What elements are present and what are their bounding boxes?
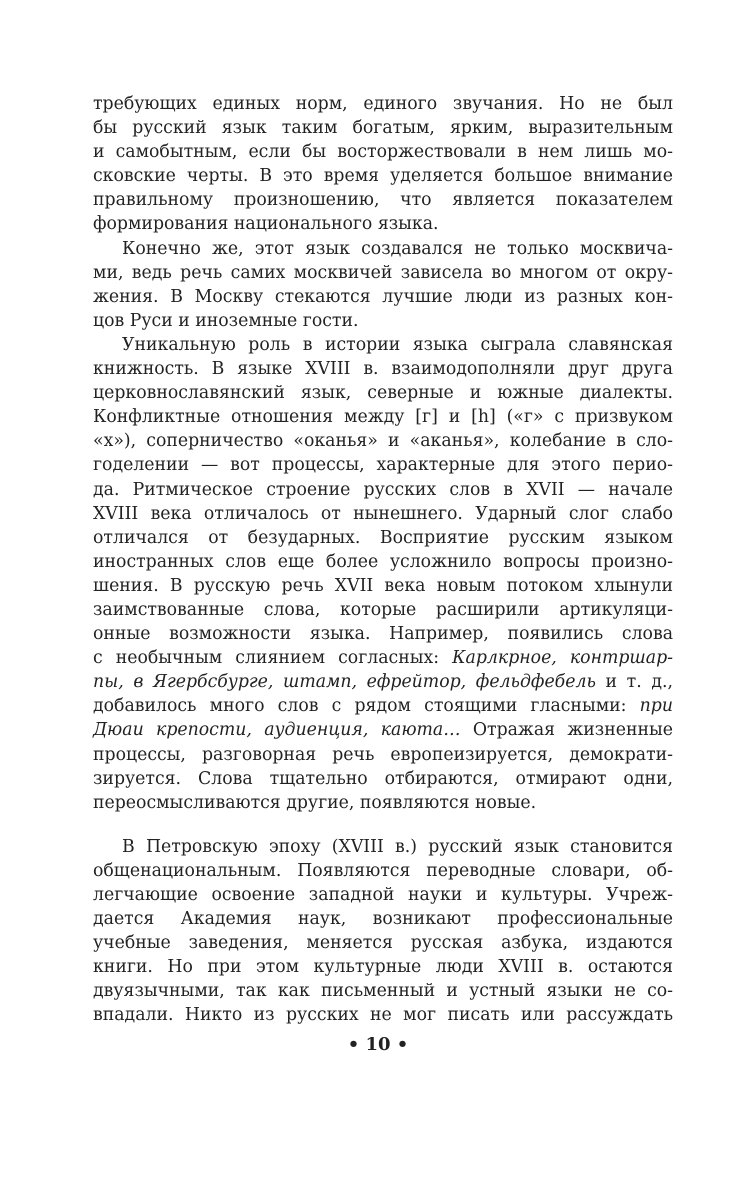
text-line bbox=[93, 718, 673, 742]
italic-text: при bbox=[639, 696, 673, 717]
text-line bbox=[93, 931, 673, 955]
text-line bbox=[93, 859, 673, 883]
text-line bbox=[93, 883, 673, 907]
text-line bbox=[93, 212, 673, 236]
italic-text: Карлкрное, контршар- bbox=[452, 648, 673, 669]
text-line bbox=[93, 188, 673, 212]
text-segment: Конфликтные отношения между [г] и [h] («г» с призвуком bbox=[93, 407, 673, 428]
text-line bbox=[93, 405, 673, 429]
text-segment: ми, ведь речь самих москвичей зависела во многом от окру- bbox=[93, 262, 673, 283]
italic-text: пы, в Ягербсбурге, штамп, ефрейтор, фельдфебель bbox=[93, 672, 596, 693]
text-segment: легчающие освоение западной науки и культуры. Учреж- bbox=[93, 885, 673, 905]
text-segment: требующих единых норм, единого звучания. Но не был bbox=[93, 94, 673, 114]
text-line bbox=[93, 92, 673, 116]
text-line bbox=[93, 979, 673, 1003]
text-segment: добавилось много слов с рядом стоящими гласными: bbox=[93, 696, 640, 717]
text-segment: и т. д., bbox=[595, 672, 673, 693]
text-segment: бы русский язык таким богатым, ярким, выразительным bbox=[93, 118, 673, 139]
text-line bbox=[93, 574, 673, 598]
text-segment: книжность. В языке XVIII в. взаимодополняли друг друга bbox=[93, 359, 673, 380]
italic-text: Дюаи крепости, аудиенция, каюта… bbox=[93, 720, 461, 741]
text-line bbox=[93, 478, 673, 502]
text-line bbox=[93, 670, 673, 694]
text-segment: XVIII века отличалось от нынешнего. Ударный слог слабо bbox=[93, 503, 673, 524]
text-line bbox=[93, 767, 673, 791]
text-line bbox=[93, 694, 673, 718]
text-segment: и самобытным, если бы восторжествовали в нем лишь мо- bbox=[93, 142, 673, 163]
text-line bbox=[93, 453, 673, 477]
text-line bbox=[93, 743, 673, 767]
text-line bbox=[93, 381, 673, 405]
text-line bbox=[93, 164, 673, 188]
text-segment: зируется. Слова тщательно отбираются, отмирают одни, bbox=[93, 768, 673, 789]
text-segment: процессы, разговорная речь европеизируется, демократи- bbox=[93, 744, 673, 765]
text-segment: впадали. Никто из русских не мог писать или рассуждать bbox=[93, 1005, 673, 1026]
paragraph bbox=[93, 92, 673, 237]
text-line bbox=[93, 598, 673, 622]
text-line bbox=[93, 502, 673, 526]
text-segment: церковнославянский язык, северные и южные диалекты. bbox=[93, 383, 673, 404]
text-line bbox=[93, 333, 673, 357]
text-segment: двуязычными, так как письменный и устный языки не со- bbox=[93, 981, 673, 1002]
text-segment: отличался от безударных. Восприятие русским языком bbox=[93, 527, 673, 548]
text-line bbox=[93, 261, 673, 285]
text-segment: годелении — вот процессы, характерные для этого перио- bbox=[93, 455, 673, 476]
page-number: • 10 • bbox=[347, 1034, 409, 1055]
text-line bbox=[93, 140, 673, 164]
text-segment: заимствованные слова, которые расширили артикуляци- bbox=[93, 599, 673, 620]
text-segment: переосмысливаются другие, появляются новые. bbox=[93, 792, 537, 813]
text-segment: Отражая жизненные bbox=[460, 720, 673, 741]
text-segment: В Петровскую эпоху (XVIII в.) русский язык становится bbox=[122, 836, 673, 857]
text-segment: дается Академия наук, возникают профессиональные bbox=[93, 909, 673, 930]
text-segment: правильному произношению, что является показателем bbox=[93, 190, 673, 211]
text-segment: цов Руси и иноземные гости. bbox=[93, 310, 359, 331]
text-line bbox=[93, 116, 673, 140]
text-segment: Уникальную роль в истории языка сыграла славянская bbox=[122, 334, 673, 355]
paragraph bbox=[93, 835, 673, 1028]
text-segment: учебные заведения, меняется русская азбука, издаются bbox=[93, 933, 673, 954]
text-segment: онные возможности языка. Например, появились слова bbox=[93, 624, 673, 645]
text-segment: иностранных слов еще более усложнило вопросы произно- bbox=[93, 551, 673, 572]
text-line bbox=[93, 907, 673, 931]
text-segment: «х»), соперничество «оканья» и «аканья», колебание в сло- bbox=[93, 431, 673, 452]
text-segment: Конечно же, этот язык создавался не только москвича- bbox=[122, 238, 673, 259]
text-line bbox=[93, 550, 673, 574]
paragraph bbox=[93, 333, 673, 815]
text-line bbox=[93, 429, 673, 453]
body-text bbox=[93, 92, 673, 1028]
text-segment: шения. В русскую речь XVII века новым потоком хлынули bbox=[93, 575, 673, 596]
text-segment: формирования национального языка. bbox=[93, 214, 439, 235]
paragraph-gap bbox=[93, 815, 673, 835]
text-line bbox=[93, 309, 673, 333]
text-line bbox=[93, 955, 673, 979]
text-line bbox=[93, 357, 673, 381]
text-segment: жения. В Москву стекаются лучшие люди из разных кон- bbox=[93, 286, 673, 307]
text-segment: сковские черты. В это время уделяется большое внимание bbox=[93, 166, 673, 187]
text-segment: книги. Но при этом культурные люди XVIII в. остаются bbox=[93, 957, 673, 978]
text-line bbox=[93, 791, 673, 815]
text-line bbox=[93, 835, 673, 859]
text-line bbox=[93, 1003, 673, 1027]
text-line bbox=[93, 646, 673, 670]
text-line bbox=[93, 285, 673, 309]
paragraph bbox=[93, 237, 673, 333]
text-segment: с необычным слиянием согласных: bbox=[93, 648, 453, 669]
text-segment: да. Ритмическое строение русских слов в XVII — начале bbox=[93, 479, 673, 500]
text-line bbox=[93, 237, 673, 261]
text-line bbox=[93, 622, 673, 646]
text-segment: общенациональным. Появляются переводные словари, об- bbox=[93, 860, 673, 881]
text-line bbox=[93, 526, 673, 550]
